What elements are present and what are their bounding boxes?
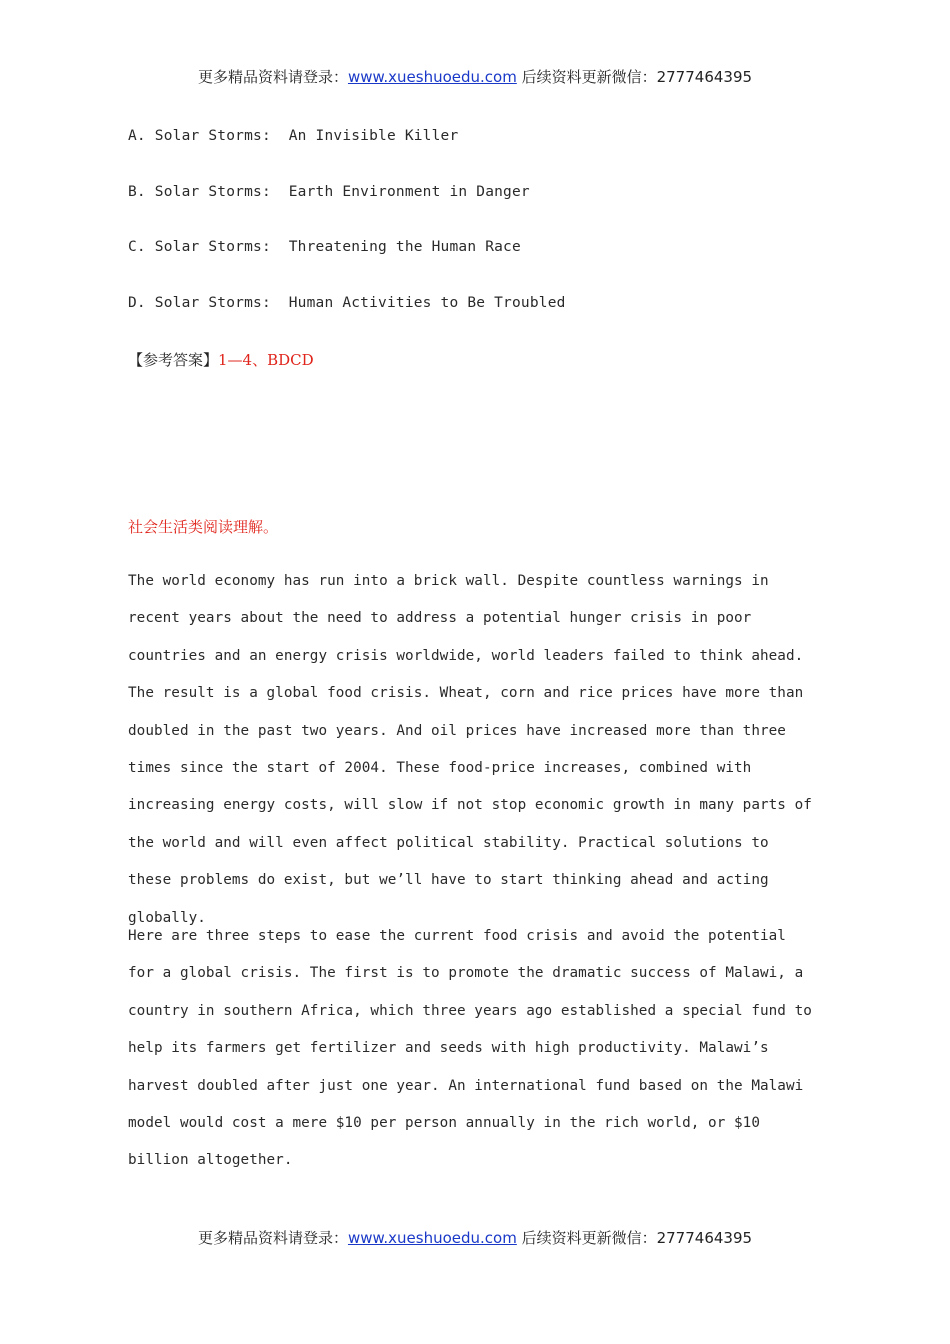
- option-b: B. Solar Storms: Earth Environment in Danger: [128, 184, 530, 200]
- header-suffix: 后续资料更新微信：2777464395: [516, 68, 753, 86]
- section-title: 社会生活类阅读理解。: [128, 518, 279, 536]
- header-website-link[interactable]: www.xueshuoedu.com: [347, 68, 517, 86]
- footer-website-link[interactable]: www.xueshuoedu.com: [347, 1229, 517, 1247]
- header-prefix: 更多精品资料请登录：: [197, 68, 348, 86]
- option-d: D. Solar Storms: Human Activities to Be Troubled: [128, 295, 566, 311]
- footer-suffix: 后续资料更新微信：2777464395: [516, 1229, 753, 1247]
- page-header: [0, 66, 950, 87]
- page-footer: [0, 1227, 950, 1248]
- paragraph-2: Here are three steps to ease the current food crisis and avoid the potential for a global crisis. The first is to promote the dramatic success of Malawi, a country in southern Africa, which three years ago established a special fund to help its farmers get fertilizer and seeds with high productivity. Malawi’s harvest doubled after just one year. An international fund based on the Malawi model would cost a mere $10 per person annually in the rich world, or $10 billion altogether.: [128, 928, 812, 1169]
- option-a: A. Solar Storms: An Invisible Killer: [128, 128, 459, 144]
- answer-value: 1—4、BDCD: [218, 351, 314, 369]
- paragraph-1: The world economy has run into a brick wall. Despite countless warnings in recent years about the need to address a potential hunger crisis in poor countries and an energy crisis worldwide, world leaders failed to think ahead. The result is a global food crisis. Wheat, corn and rice prices have more than doubled in the past two years. And oil prices have increased more than three times since the start of 2004. These food-price increases, combined with increasing energy costs, will slow if not stop economic growth in many parts of the world and will even affect political stability. Practical solutions to these problems do exist, but we’ll have to start thinking ahead and acting globally.: [128, 573, 812, 926]
- option-c: C. Solar Storms: Threatening the Human Race: [128, 239, 521, 255]
- footer-prefix: 更多精品资料请登录：: [197, 1229, 348, 1247]
- answer-key: [128, 349, 314, 370]
- answer-label: 【参考答案】: [128, 351, 219, 369]
